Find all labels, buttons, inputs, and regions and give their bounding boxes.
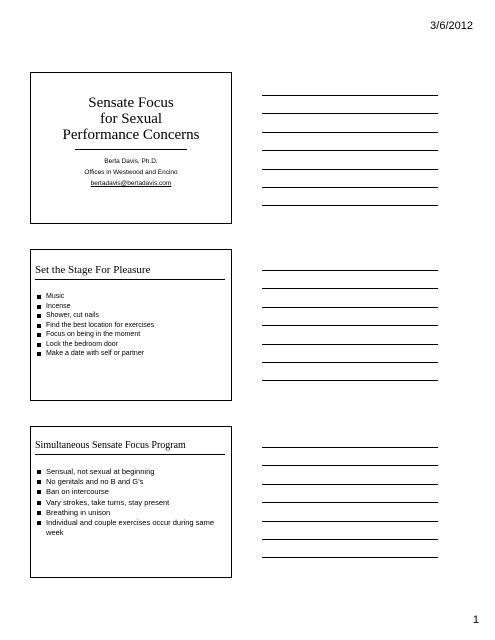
note-line bbox=[262, 95, 438, 96]
slide-title: Set the Stage For Pleasure bbox=[35, 264, 225, 280]
note-line bbox=[262, 447, 438, 448]
note-line bbox=[262, 557, 438, 558]
slide-thumbnail-1 bbox=[30, 72, 232, 224]
note-line bbox=[262, 465, 438, 466]
list-item: Lock the bedroom door bbox=[37, 340, 222, 350]
author-name: Berta Davis, Ph.D. bbox=[104, 158, 158, 165]
bullet-list bbox=[37, 467, 222, 538]
date-stamp: 3/6/2012 bbox=[430, 20, 473, 32]
office-locations: Offices in Westwood and Encino bbox=[84, 169, 178, 176]
note-line bbox=[262, 325, 438, 326]
note-line bbox=[262, 187, 438, 188]
title-line: for Sexual bbox=[99, 111, 163, 127]
list-item: Individual and couple exercises occur during same week bbox=[37, 518, 222, 538]
note-line bbox=[262, 539, 438, 540]
slide-title: Simultaneous Sensate Focus Program bbox=[35, 440, 225, 455]
note-line bbox=[262, 270, 438, 271]
list-item: Focus on being in the moment bbox=[37, 330, 222, 340]
title-line: Performance Concerns bbox=[62, 127, 200, 143]
notes-lines-3 bbox=[262, 447, 438, 576]
note-line bbox=[262, 344, 438, 345]
notes-lines-2 bbox=[262, 270, 438, 399]
email-link[interactable]: bertadavis@bertadavis.com bbox=[90, 180, 172, 187]
slide-title bbox=[31, 95, 231, 143]
note-line bbox=[262, 132, 438, 133]
list-item: Breathing in unison bbox=[37, 508, 222, 518]
note-line bbox=[262, 484, 438, 485]
note-line bbox=[262, 150, 438, 151]
author-block bbox=[31, 156, 231, 189]
notes-lines-1 bbox=[262, 95, 438, 224]
note-line bbox=[262, 205, 438, 206]
note-line bbox=[262, 288, 438, 289]
list-item: Music bbox=[37, 292, 222, 302]
list-item: Ban on intercourse bbox=[37, 487, 222, 497]
note-line bbox=[262, 113, 438, 114]
list-item: Shower, cut nails bbox=[37, 311, 222, 321]
note-line bbox=[262, 169, 438, 170]
title-line: Sensate Focus bbox=[88, 95, 174, 111]
slide-thumbnail-3 bbox=[30, 426, 232, 578]
note-line bbox=[262, 502, 438, 503]
slide-thumbnail-2 bbox=[30, 249, 232, 401]
bullet-list bbox=[37, 292, 222, 359]
note-line bbox=[262, 521, 438, 522]
list-item: Vary strokes, take turns, stay present bbox=[37, 498, 222, 508]
title-divider bbox=[75, 149, 187, 150]
note-line bbox=[262, 307, 438, 308]
note-line bbox=[262, 380, 438, 381]
list-item: Incense bbox=[37, 302, 222, 312]
list-item: No genitals and no B and G’s bbox=[37, 477, 222, 487]
list-item: Sensual, not sexual at beginning bbox=[37, 467, 222, 477]
note-line bbox=[262, 362, 438, 363]
list-item: Make a date with self or partner bbox=[37, 349, 222, 359]
page-number: 1 bbox=[472, 614, 479, 626]
list-item: Find the best location for exercises bbox=[37, 321, 222, 331]
